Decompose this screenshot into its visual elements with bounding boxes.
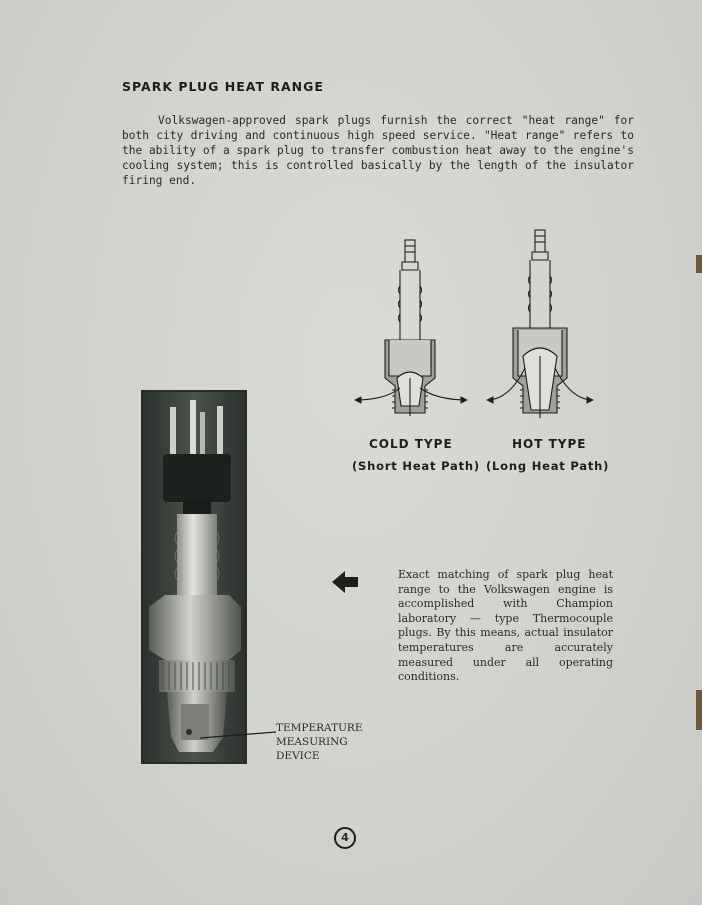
callout-line-3: DEVICE	[276, 750, 320, 762]
callout-leader-line	[200, 728, 278, 742]
hot-plug-drawing	[487, 230, 593, 418]
cold-type-label: COLD TYPE	[369, 437, 453, 451]
cold-plug-drawing	[355, 240, 467, 416]
callout-line-1: TEMPERATURE	[276, 722, 363, 734]
temperature-device-callout	[276, 721, 363, 763]
section-heading: SPARK PLUG HEAT RANGE	[122, 79, 324, 94]
callout-line-2: MEASURING	[276, 736, 348, 748]
thermocouple-plug-photo	[141, 390, 247, 764]
page-number: 4	[334, 827, 356, 849]
intro-paragraph: Volkswagen-approved spark plugs furnish the correct "heat range" for both city driving and continuous high speed service. "Heat range" refers to the ability of a spark plug to transfer combustion heat away to the engine's cooling system; this is controlled basically by the length of the insulator firing end.	[122, 114, 634, 187]
thermocouple-paragraph: Exact matching of spark plug heat range to the Volkswagen engine is accomplished with Champion laboratory — type Thermocouple plugs. By this means, actual insulator temperatures are accurately measured under all operating conditions.	[398, 568, 613, 684]
hot-type-label: HOT TYPE	[512, 437, 587, 451]
page-edge-stain	[696, 255, 702, 273]
page-edge-stain	[696, 690, 702, 730]
hot-path-label: (Long Heat Path)	[486, 459, 610, 473]
heat-range-diagram	[345, 228, 605, 428]
arrow-left-icon	[331, 568, 359, 596]
cold-path-label: (Short Heat Path)	[352, 459, 480, 473]
